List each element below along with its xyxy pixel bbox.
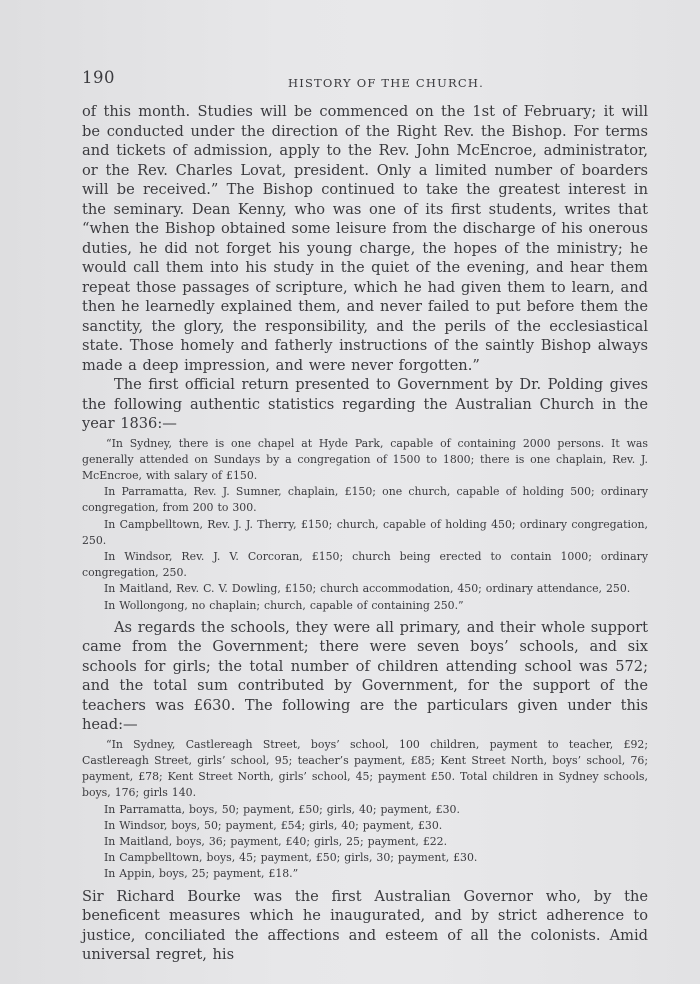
paragraph-seminary: of this month. Studies will be commenced on the 1st of February; it will be conducted under the direction of the Right Rev. the Bishop. For terms and tickets of admission, apply to the Rev. John McEncroe, administrator, or the Rev. Charles Lovat, president. Only a limited number of boarders will be received.” The Bishop continued to take the greatest interest in the seminary. Dean Kenny, who was one of its first students, writes that “when the Bishop obtained some leisure from the discharge of his onerous duties, he did not forget his young charge, the hopes of the ministry; he would call them into his study in the quiet of the evening, and hear them repeat those passages of scripture, which he had given them to learn, and then he learnedly explained them, and never failed to put before them the sanctity, the glory, the responsibility, and the perils of the ecclesiastical state. Those homely and fatherly instructions of the saintly Bishop always made a deep impression, and were never forgotten.” — [82, 103, 648, 374]
quote-line: In Parramatta, boys, 50; payment, £50; girls, 40; payment, £30. — [104, 802, 460, 816]
paragraph-official-return: The first official return presented to Government by Dr. Polding gives the following authentic statistics regarding the Australian Church in the year 1836:— — [82, 376, 648, 432]
quote-line: “In Sydney, Castlereagh Street, boys’ school, 100 children, payment to teacher, £92; Castlereagh Street, girls’ school, 95; teacher’s payment, £85; Kent Street North, boys’ school, 76; payment, £78; Kent Street North, girls’ school, 45; payment £50. Total children in Sydney schools, boys, 176; girls 140. — [82, 737, 648, 800]
quote-line: “In Sydney, there is one chapel at Hyde Park, capable of containing 2000 persons. It was generally attended on Sundays by a congregation of 1500 to 1800; there is one chaplain, Rev. J. McEncroe, with salary of £150. — [82, 436, 648, 482]
quote-line: In Maitland, boys, 36; payment, £40; girls, 25; payment, £22. — [104, 834, 448, 848]
quote-line: In Campbelltown, boys, 45; payment, £50; girls, 30; payment, £30. — [104, 851, 478, 865]
quote-line: In Maitland, Rev. C. V. Dowling, £150; church accommodation, 450; ordinary attendance, 250. — [104, 582, 631, 596]
paragraph-schools: As regards the schools, they were all primary, and their whole support came from the Government; there were seven boys’ schools, and six schools for girls; the total number of children attending school was 572; and the total sum contributed by Government, for the support of the teachers was £630. The following are the particulars given under this head:— — [82, 618, 648, 734]
quote-line: In Appin, boys, 25; payment, £18.” — [104, 867, 299, 881]
quote-church-statistics — [82, 436, 648, 614]
page-number: 190 — [82, 68, 115, 87]
page-header — [82, 68, 650, 90]
quote-line: In Windsor, Rev. J. V. Corcoran, £150; church being erected to contain 1000; ordinary congregation, 250. — [82, 549, 648, 580]
running-head: HISTORY OF THE CHURCH. — [288, 76, 484, 90]
quote-line: In Windsor, boys, 50; payment, £54; girls, 40; payment, £30. — [104, 818, 443, 832]
paragraph-bourke: Sir Richard Bourke was the first Australian Governor who, by the beneficent measures which he inaugurated, and by strict adherence to justice, conciliated the affections and esteem of all the colonists. Amid universal regret, his — [82, 887, 648, 964]
quote-line: In Campbelltown, Rev. J. J. Therry, £150; church, capable of holding 450; ordinary congregation, 250. — [82, 517, 648, 547]
quote-school-statistics — [82, 737, 648, 883]
quote-line: In Wollongong, no chaplain; church, capable of containing 250.” — [104, 598, 464, 612]
quote-line: In Parramatta, Rev. J. Sumner, chaplain, £150; one church, capable of holding 500; ordinary congregation, from 200 to 300. — [82, 485, 648, 515]
page-body — [82, 102, 648, 965]
